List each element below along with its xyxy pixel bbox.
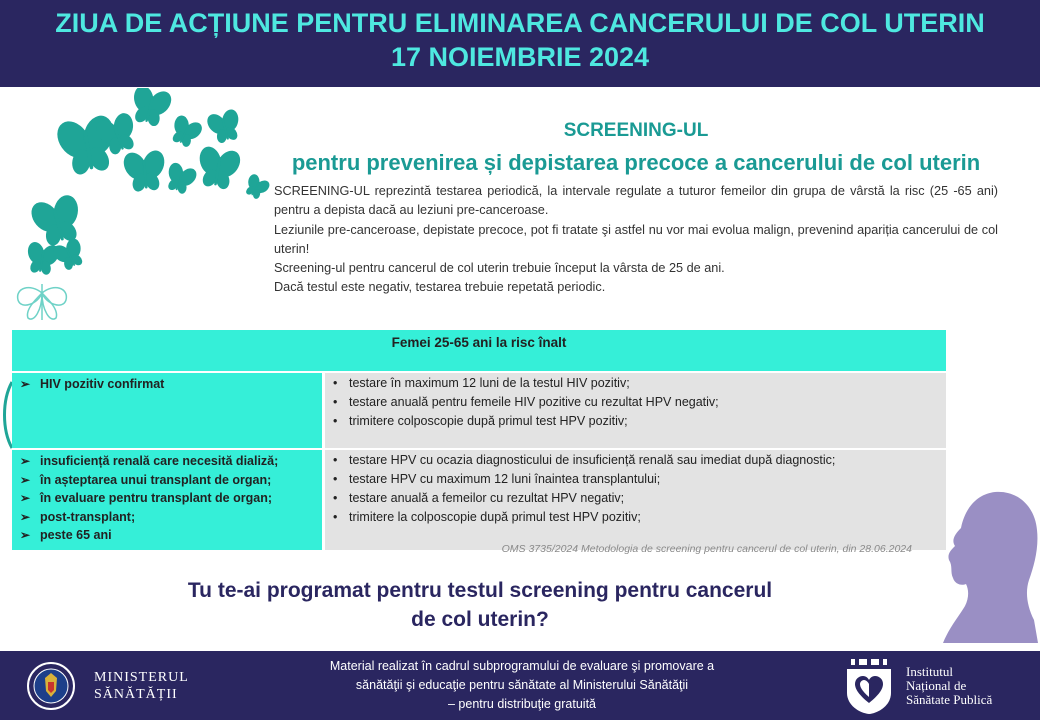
ministry-name xyxy=(94,669,189,703)
action-item: • testare HPV cu ocazia diagnosticului de insuficiență renală sau imediat după diagnostic; xyxy=(331,451,946,470)
call-to-action xyxy=(130,576,830,634)
table-header: Femei 25-65 ani la risc înalt xyxy=(12,330,946,371)
footer-banner xyxy=(0,651,1040,720)
condition-item: ➢ insuficiență renală care necesită dializă; xyxy=(20,452,322,471)
action-item: • testare anuală pentru femeile HIV pozitive cu rezultat HPV negativ; xyxy=(331,393,946,412)
butterflies-illustration xyxy=(0,88,280,338)
intro-paragraph: Dacă testul este negativ, testarea trebuie repetată periodic. xyxy=(274,280,606,295)
table-row-actions xyxy=(325,373,946,448)
intro-paragraph: SCREENING-UL reprezintă testarea periodică, la intervale regulate a tuturor femeilor din grupa de vârstă la risc (25 -65 ani) pentru a depista dacă au leziuni pre-canceroase. xyxy=(274,184,998,218)
intro-paragraph: Leziunile pre-canceroase, depistate precoce, pot fi tratate şi astfel nu vor mai evolua malign, prevenind apariția cancerului de col uterin! xyxy=(274,222,998,256)
event-date: 17 NOIEMBRIE 2024 xyxy=(390,42,650,72)
footer-note-line: Material realizat în cadrul subprogramului de evaluare şi promovare a xyxy=(329,659,715,673)
institute-name-line: Institutul xyxy=(906,664,953,679)
table-row-conditions xyxy=(12,450,322,550)
footer-note-line: – pentru distribuţie gratuită xyxy=(447,697,596,711)
header-banner xyxy=(0,0,1040,87)
action-item: • trimitere colposcopie după primul test HPV pozitiv; xyxy=(331,412,946,431)
call-to-action-line: Tu te-ai programat pentru testul screening pentru cancerul xyxy=(187,579,773,602)
condition-item: ➢ HIV pozitiv confirmat xyxy=(20,375,322,394)
institute-name xyxy=(906,665,992,707)
condition-item: ➢ în evaluare pentru transplant de organ; xyxy=(20,489,322,508)
ministry-name-line: MINISTERUL xyxy=(94,670,189,685)
action-item: • testare în maximum 12 luni de la testul HIV pozitiv; xyxy=(331,374,946,393)
woman-silhouette xyxy=(935,488,1040,643)
action-item: • trimitere la colposcopie după primul test HPV pozitiv; xyxy=(331,508,946,527)
main-title: ZIUA DE ACȚIUNE PENTRU ELIMINAREA CANCERULUI DE COL UTERIN xyxy=(55,8,985,38)
table-row-actions xyxy=(325,450,946,550)
action-item: • testare anuală a femeilor cu rezultat HPV negativ; xyxy=(331,489,946,508)
institute-name-line: Sănătate Publică xyxy=(906,692,993,707)
condition-item: ➢ post-transplant; xyxy=(20,508,322,527)
footer-note xyxy=(262,657,782,714)
insp-heart-logo-icon xyxy=(845,657,893,715)
source-citation: OMS 3735/2024 Metodologia de screening pentru cancerul de col uterin, din 28.06.2024 xyxy=(501,543,912,555)
footer-note-line: sănătăţii şi educaţie pentru sănătate al Ministerului Sănătăţii xyxy=(355,678,689,692)
table-row-conditions xyxy=(12,373,322,448)
condition-item: ➢ în așteptarea unui transplant de organ; xyxy=(20,471,322,490)
institute-name-line: Național de xyxy=(906,678,967,693)
action-item: • testare HPV cu maximum 12 luni înaintea transplantului; xyxy=(331,470,946,489)
intro-paragraph: Screening-ul pentru cancerul de col uterin trebuie început la vârsta de 25 de ani. xyxy=(274,261,725,276)
section-subtitle: pentru prevenirea și depistarea precoce a cancerului de col uterin xyxy=(291,150,981,175)
condition-item: ➢ peste 65 ani xyxy=(20,526,322,545)
intro-text xyxy=(274,182,998,298)
ministry-name-line: SĂNĂTĂȚII xyxy=(94,687,178,702)
section-title: SCREENING-UL xyxy=(563,120,709,141)
ministry-coat-of-arms-icon xyxy=(26,661,76,711)
call-to-action-line: de col uterin? xyxy=(411,608,549,631)
